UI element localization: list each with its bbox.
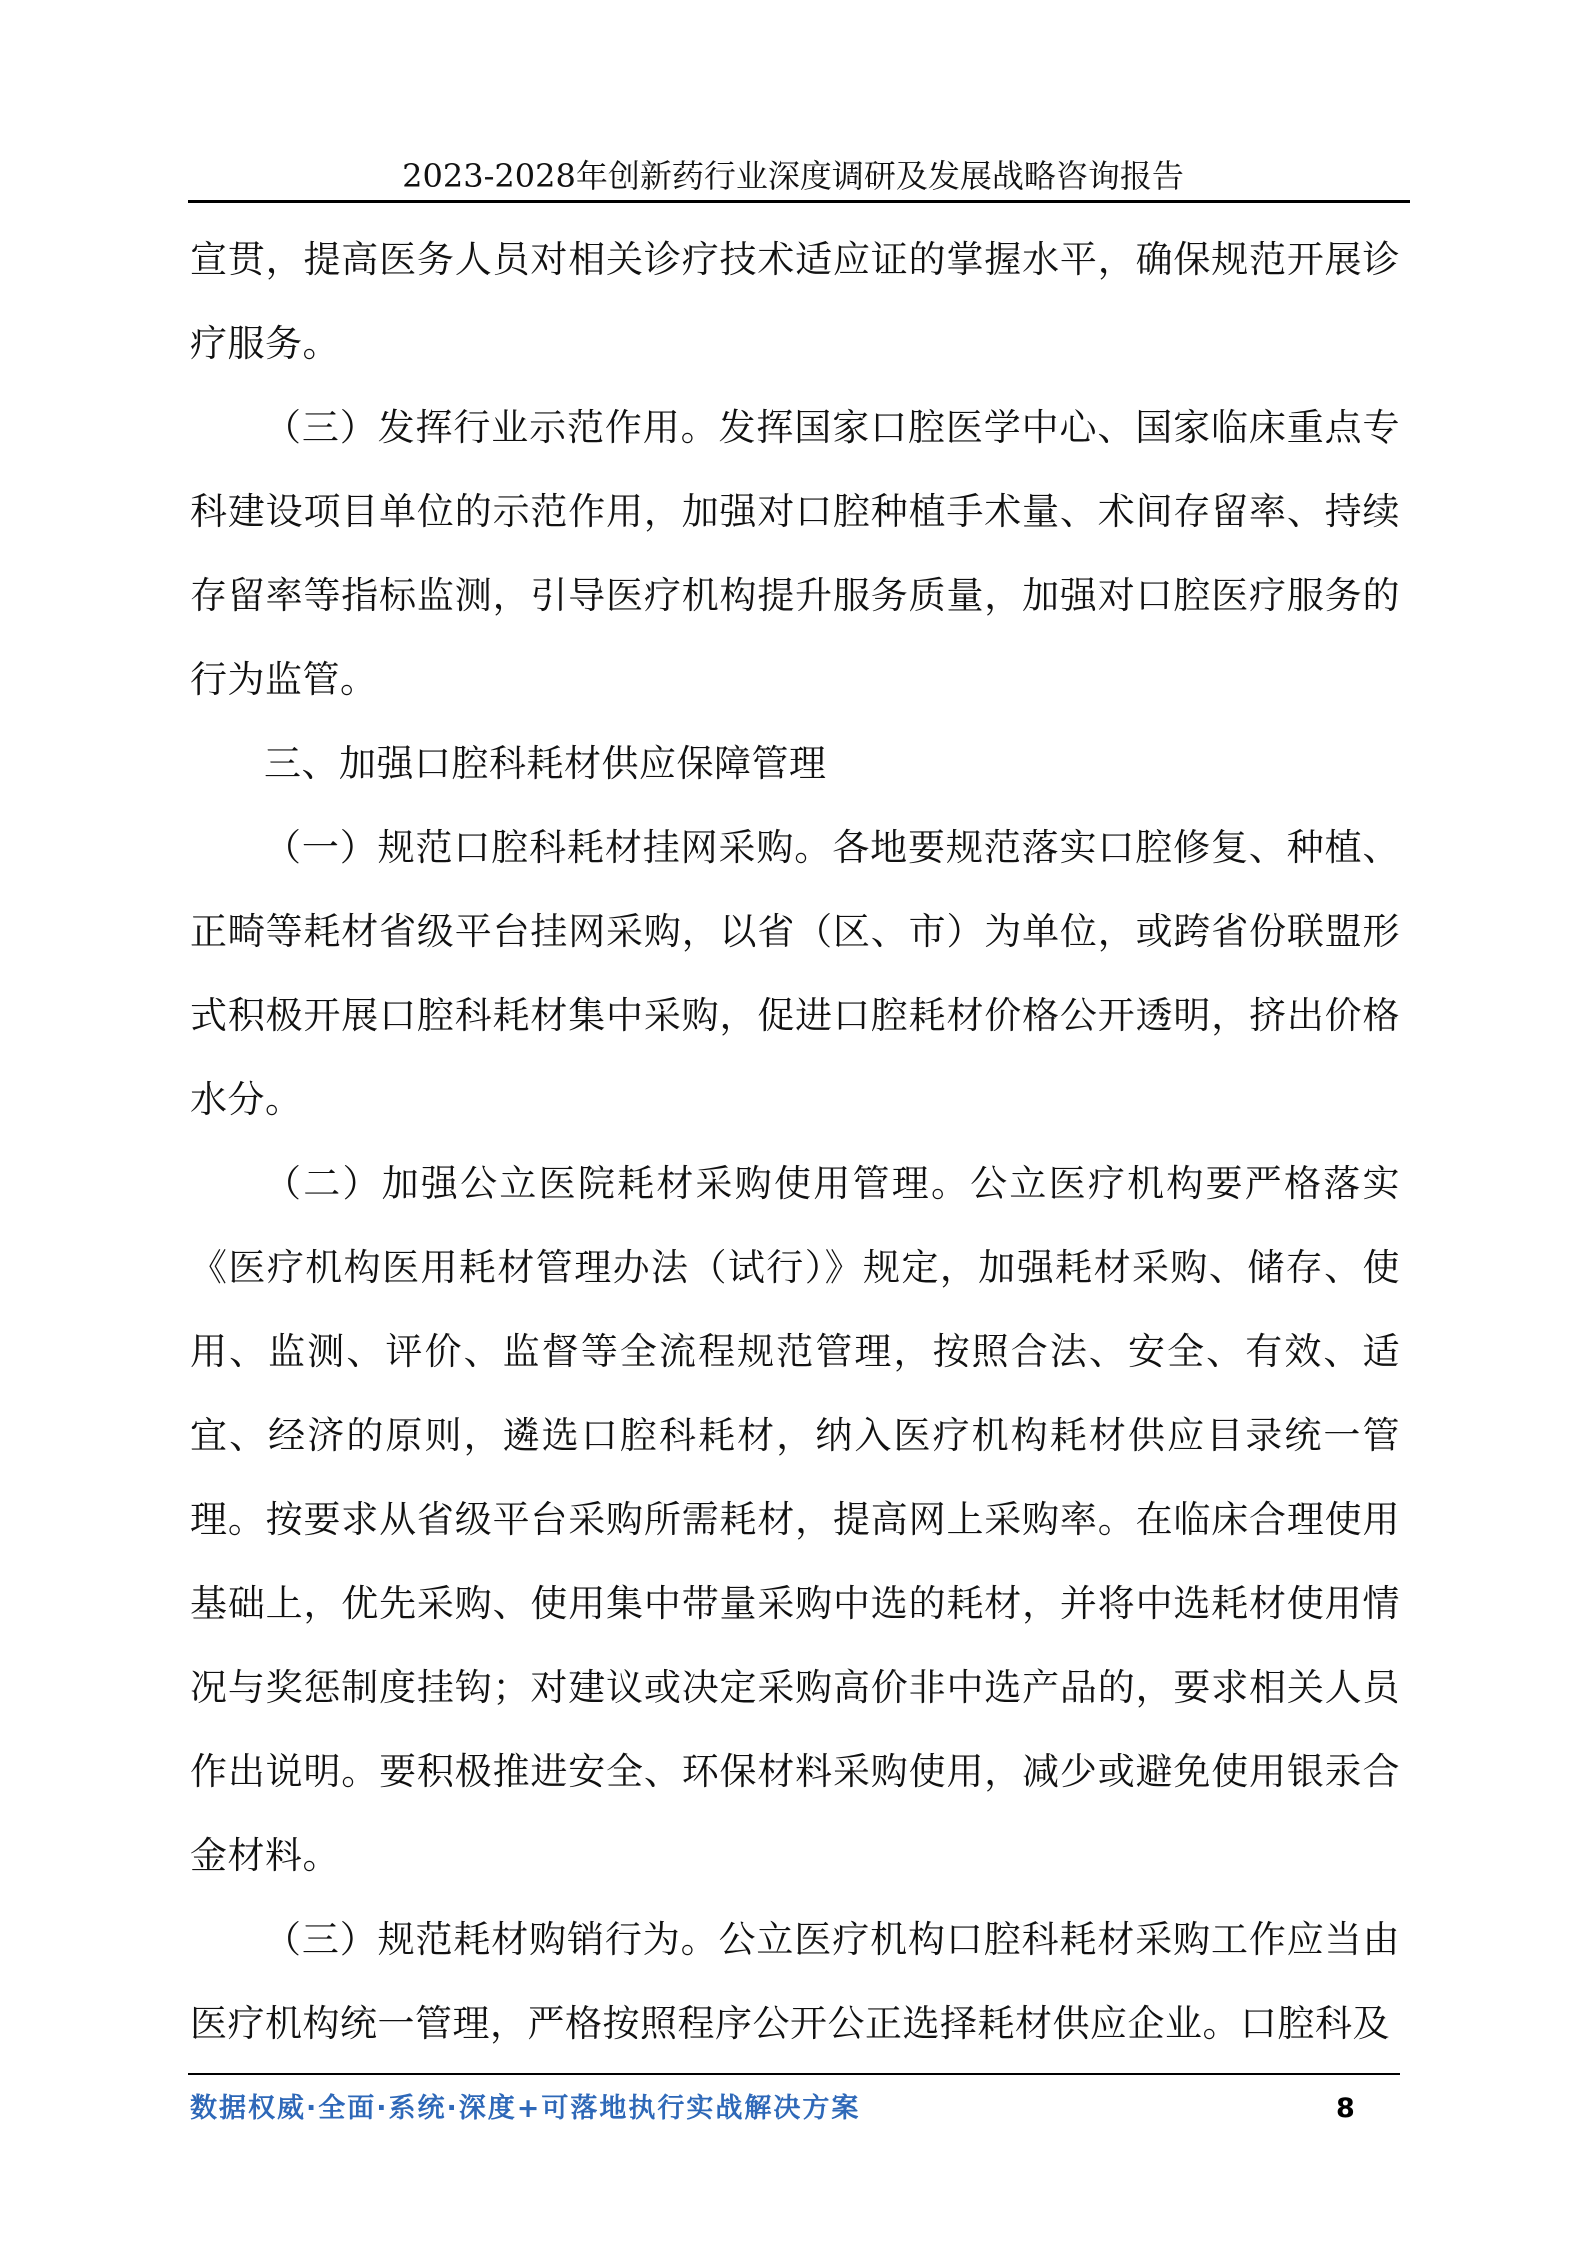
- section-heading-supply-management: 三、加强口腔科耗材供应保障管理: [264, 742, 827, 785]
- paragraph-public-hospital-procurement: （二）加强公立医院耗材采购使用管理。公立医疗机构要严格落实《医疗机构医用耗材管理办法（试行）》规定，加强耗材采购、储存、使用、监测、评价、监督等全流程规范管理，按照合法、安全、有效、适宜、经济的原则，遴选口腔科耗材，纳入医疗机构耗材供应目录统一管理。按要求从省级平台采购所需耗材，提高网上采购率。在临床合理使用基础上，优先采购、使用集中带量采购中选的耗材，并将中选耗材使用情况与奖惩制度挂钩；对建议或决定采购高价非中选产品的，要求相关人员作出说明。要积极推进安全、环保材料采购使用，减少或避免使用银汞合金材料。: [190, 1162, 1400, 1877]
- paragraph-online-procurement: （一）规范口腔科耗材挂网采购。各地要规范落实口腔修复、种植、正畸等耗材省级平台挂网采购，以省（区、市）为单位，或跨省份联盟形式积极开展口腔科耗材集中采购，促进口腔耗材价格公开透明，挤出价格水分。: [190, 826, 1400, 1121]
- footer-divider: [188, 2073, 1400, 2075]
- page-number: 8: [1336, 2093, 1355, 2124]
- paragraph-demonstration-role: （三）发挥行业示范作用。发挥国家口腔医学中心、国家临床重点专科建设项目单位的示范作用，加强对口腔种植手术量、术间存留率、持续存留率等指标监测，引导医疗机构提升服务质量，加强对口腔医疗服务的行为监管。: [190, 406, 1400, 701]
- paragraph-continuation: 宣贯，提高医务人员对相关诊疗技术适应证的掌握水平，确保规范开展诊疗服务。: [190, 238, 1400, 365]
- paragraph-purchase-sales-conduct: （三）规范耗材购销行为。公立医疗机构口腔科耗材采购工作应当由医疗机构统一管理，严格按照程序公开公正选择耗材供应企业。口腔科及: [190, 1918, 1400, 2045]
- header-divider: [188, 200, 1410, 203]
- body-text: [190, 218, 1400, 2066]
- page-header-title: 2023-2028年创新药行业深度调研及发展战略咨询报告: [402, 157, 1184, 195]
- footer-slogan: 数据权威·全面·系统·深度+可落地执行实战解决方案: [190, 2093, 861, 2124]
